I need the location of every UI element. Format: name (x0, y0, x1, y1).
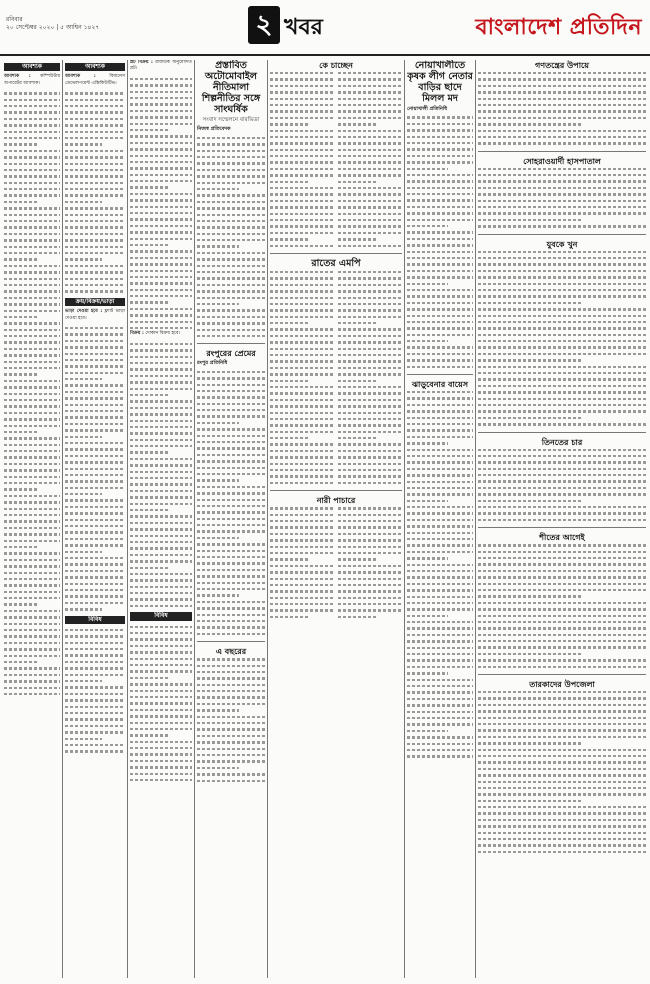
article-body (270, 269, 334, 486)
text-line (478, 849, 646, 855)
article-headline: রংপুরের প্রেমের (206, 348, 256, 359)
news-column-7 (407, 60, 473, 978)
article-byline: রংপুর প্রতিনিধি (197, 360, 228, 367)
article-body (478, 249, 646, 428)
divider (478, 432, 646, 433)
masthead (0, 0, 650, 56)
text-line (407, 753, 473, 759)
article-body (478, 447, 646, 524)
text-line (478, 664, 646, 670)
classifieds-column-1 (4, 60, 60, 978)
text-line (338, 243, 402, 249)
article-byline: নোয়াখালী প্রতিনিধি (407, 106, 448, 112)
article-headline: নারী পাচারে (316, 495, 356, 506)
article-body (478, 70, 646, 147)
article-body (270, 70, 334, 249)
news-column-5-6 (270, 60, 402, 978)
text-line (130, 603, 192, 609)
article-body (270, 505, 334, 620)
classified-item: বিক্রয় : দোকান বিক্রয় হবে। (130, 331, 181, 337)
classified-text-block (65, 90, 125, 295)
text-line (197, 778, 265, 784)
article-body (338, 269, 402, 486)
column-rule (62, 60, 63, 978)
text-line (197, 333, 265, 339)
text-line (478, 140, 646, 146)
article-body (338, 70, 402, 249)
article-headline: ঝাড়ুবেনার বায়েস (411, 379, 469, 390)
column-rule (475, 60, 476, 978)
classified-text-block (65, 627, 125, 755)
article-body-columns (270, 70, 402, 249)
text-line (270, 480, 334, 486)
article-headline: রাতের এমপি (311, 257, 361, 269)
article-headline: কে চাচ্ছেন (319, 60, 353, 70)
divider (407, 374, 473, 375)
news-column-8 (478, 60, 646, 978)
divider (478, 151, 646, 152)
text-line (130, 777, 192, 783)
classified-item: আবশ্যক : কম্পিউটার অপারেটর আবশ্যক। (4, 74, 60, 86)
text-line (270, 614, 310, 620)
article-headline: প্রস্তাবিত অটোমোবাইল নীতিমালা শিল্পনীতির সঙ্গে সাংঘর্ষিক (201, 60, 261, 115)
article-byline: নিজস্ব প্রতিবেদক (197, 126, 231, 133)
text-line (65, 606, 102, 612)
article-body (478, 689, 646, 855)
text-line (338, 480, 402, 486)
article-body (407, 389, 473, 760)
article-headline: নোয়াখালীতে কৃষক লীগ নেতার বাড়ির ছাদে মিলল মদ (407, 60, 473, 104)
classified-text-block (130, 76, 192, 332)
article-headline: যুবকে খুন (546, 238, 578, 249)
column-rule (194, 60, 195, 978)
divider (478, 234, 646, 235)
article-headline: তিনতের চার (541, 436, 583, 447)
divider (197, 343, 265, 344)
divider (478, 674, 646, 675)
date-block (6, 16, 99, 32)
divider (478, 527, 646, 528)
text-line (130, 325, 192, 331)
article-body (197, 369, 265, 637)
article-body (478, 166, 646, 230)
classified-item: আবশ্যক : বিজনেস ডেভেলপমেন্ট এক্সিকিউটিভ। (65, 74, 125, 86)
article-body (197, 135, 265, 340)
text-line (338, 614, 378, 620)
classified-heading: ক্রয়/বিক্রয়/ভাড়া (65, 298, 125, 306)
news-column-4 (197, 60, 265, 978)
article-headline: তারকাদের উপজেলা (529, 679, 595, 690)
column-rule (127, 60, 128, 978)
page-number: ২ (248, 6, 280, 44)
classified-item: প্লট বিক্রয় : রাজউক অনুমোদিত প্লট। (130, 60, 192, 72)
article-body (197, 656, 265, 784)
text-line (407, 364, 473, 370)
weekday: রবিবার (6, 16, 23, 23)
divider (197, 641, 265, 642)
text-line (197, 631, 265, 637)
article-subheadline: সংবাদ সম্মেলনে বারভিডা (202, 117, 260, 123)
divider (270, 253, 402, 254)
article-headline: শীতের আগেই (539, 532, 585, 543)
classified-text-block (130, 341, 192, 609)
classified-heading: বিবিধ (130, 612, 192, 620)
divider (270, 490, 402, 491)
classified-heading: আবশ্যক (4, 63, 60, 71)
classified-text-block (65, 325, 125, 613)
text-line (478, 421, 646, 427)
classified-heading: আবশ্যক (65, 63, 125, 71)
article-headline: গণতন্ত্রের উপায়ে (535, 60, 589, 70)
article-body-columns (270, 269, 402, 486)
article-body (407, 114, 473, 370)
article-body (338, 505, 402, 620)
article-headline: সোহরাওয়ার্দী হাসপাতাল (523, 155, 601, 166)
classified-text-block (130, 624, 192, 784)
article-body-columns (270, 505, 402, 620)
text-line (65, 288, 125, 294)
classified-heading: বিবিধ (65, 616, 125, 624)
classified-text-block (4, 90, 60, 697)
section-title: খবর (284, 14, 323, 40)
text-line (65, 748, 125, 754)
article-body (478, 542, 646, 670)
text-line (270, 243, 334, 249)
newspaper-logo: বাংলাদেশ প্রতিদিন (475, 14, 642, 40)
column-rule (404, 60, 405, 978)
column-rule (267, 60, 268, 978)
text-line (478, 223, 646, 229)
classifieds-column-3 (130, 60, 192, 978)
text-line (478, 517, 646, 523)
classifieds-column-2 (65, 60, 125, 978)
classified-item: ভাড়া দেওয়া হবে : ফ্ল্যাট ভাড়া দেওয়া হবে। (65, 309, 125, 321)
text-line (4, 691, 60, 697)
date-line: ২০ সেপ্টেম্বর ২০২০ | ৫ আশ্বিন ১৪২৭ (6, 24, 100, 31)
article-headline: এ বছরের (215, 646, 247, 657)
